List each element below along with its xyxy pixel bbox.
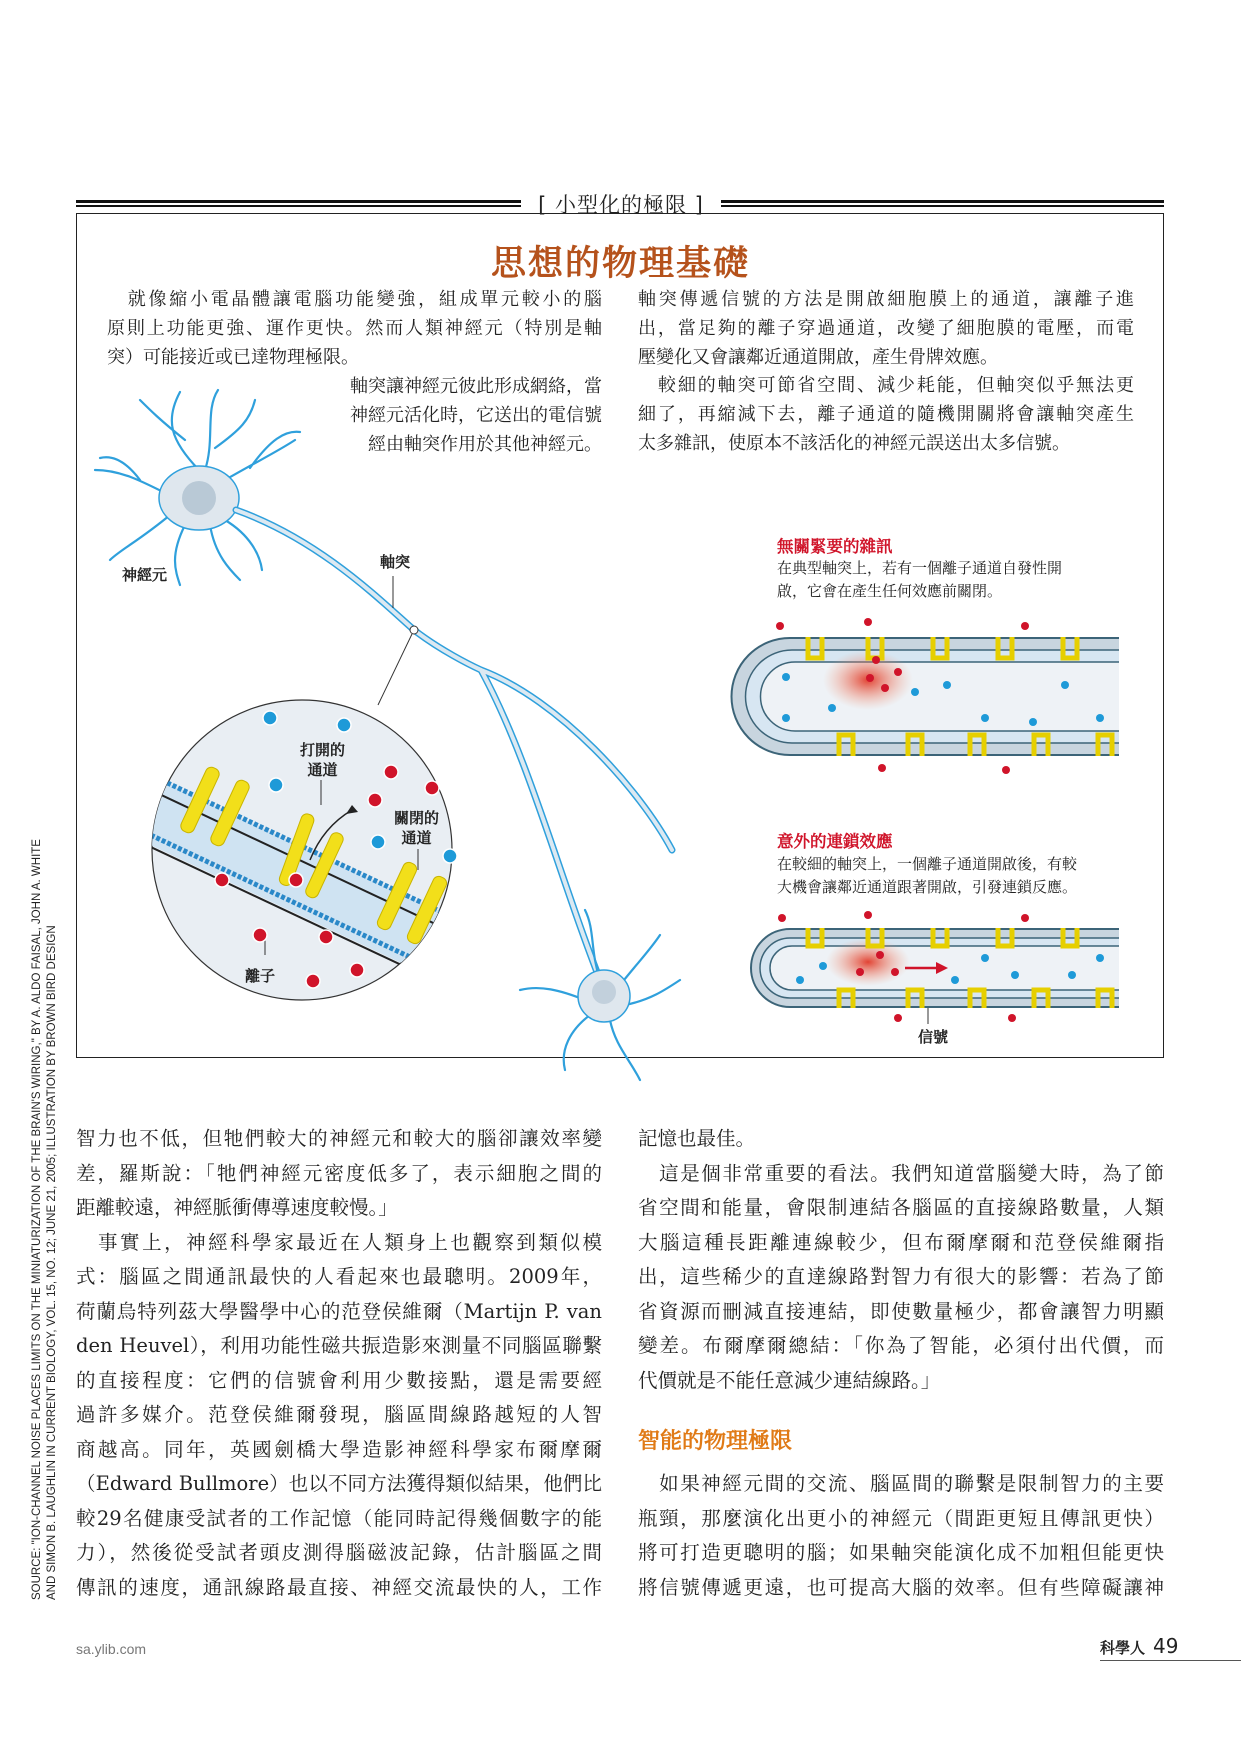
credit-line: SOURCE: "ION-CHANNEL NOISE PLACES LIMITS ON THE MINIATURIZATION OF THE BRAIN'S WIRING," BY A. ALDO FAISAL, JOHN A. WHITE [31,839,43,1600]
text-line: 在較細的軸突上，一個離子通道開啟後，有較 [777,855,1078,873]
text-line: 如果神經元間的交流、腦區間的聯繫是限制智力的主要 [638,1472,1164,1495]
text-line: 省資源而刪減直接連結，即使數量極少，都會讓智力明顯 [638,1299,1164,1323]
footer-folio [1100,1634,1178,1658]
text-line: （Edward Bullmore）也以不同方法獲得類似結果，他們比 [76,1472,602,1495]
text-line: 事實上，神經科學家最近在人類身上也觀察到類似模 [76,1230,602,1254]
text-line: 變差。布爾摩爾總結：「你為了智能，必須付出代價，而 [638,1334,1164,1357]
text-line: 原則上功能更強、運作更快。然而人類神經元（特別是軸 [107,317,602,339]
text-line: 差，羅斯說：「牠們神經元密度低多了，表示細胞之間的 [76,1161,602,1185]
text-line: 較細的軸突可節省空間、減少耗能，但軸突似乎無法更 [638,375,1134,397]
text-line: 出，這些稀少的直達線路對智力有很大的影響：若為了節 [638,1265,1164,1288]
text-line: 過許多媒介。范登侯維爾發現，腦區間線路越短的人智 [76,1403,602,1426]
text-line: 距離較遠，神經脈衝傳導速度較慢。」 [76,1196,398,1219]
text-line: 荷蘭烏特列茲大學醫學中心的范登侯維爾（Martijn P. van [76,1299,602,1323]
panel1-text [777,557,1137,603]
label-line: 關閉的 [394,809,440,827]
typical-axon-diagram [732,618,1120,774]
text-line: 經由軸突作用於其他神經元。 [368,433,602,455]
open-channel-label [300,740,345,780]
text-line: 式：腦區之間通訊最快的人看起來也最聰明。2009年， [76,1265,602,1288]
text-line: 較29名健康受試者的工作記憶（能同時記得幾個數字的能 [76,1506,602,1530]
text-line: 太多雜訊，使原本不該活化的神經元誤送出太多信號。 [638,432,1070,454]
credit-line: AND SIMON B. LAUGHLIN IN CURRENT BIOLOGY, VOL. 15, NO. 12; JUNE 21, 2005; ILLUSTRATION BY BROWN BIRD DESIGN [46,925,58,1600]
text-line: 省空間和能量，會限制連結各腦區的直接線路數量，人類 [638,1196,1164,1219]
text-line: 就像縮小電晶體讓電腦功能變強，組成單元較小的腦 [107,289,602,310]
text-line: 將信號傳遞更遠，也可提高大腦的效率。但有些障礙讓神 [638,1575,1164,1599]
text-line: 啟，它會在產生任何效應前關閉。 [777,582,1003,600]
panel1-heading: 無關緊要的雜訊 [777,537,893,556]
text-line: 突）可能接近或已達物理極限。 [107,346,359,368]
text-line: 代價就是不能任意減少連結線路。」 [638,1368,941,1392]
text-line: 力），然後從受試者頭皮測得腦磁波記錄，估計腦區之間 [76,1541,602,1564]
nucleus [182,481,216,515]
body-column-left [76,1122,602,1605]
kicker-text: 小型化的極限 [555,193,687,217]
section-heading: 智能的物理極限 [638,1429,793,1454]
panel2-text [777,853,1137,899]
text-line: 在典型軸突上，若有一個離子通道自發性開 [777,559,1063,577]
ion-label: 離子 [245,967,276,985]
label-line: 打開的 [300,741,346,759]
text-line: 傳訊的速度，通訊線路最直接、神經交流最快的人，工作 [76,1575,602,1599]
thin-axon-diagram [751,911,1119,1024]
signal-label: 信號 [918,1028,949,1046]
text-line: 大腦這種長距離連線較少，但布爾摩爾和范登侯維爾指 [638,1230,1164,1254]
text-line: 瓶頸，那麼演化出更小的神經元（間距更短且傳訊更快） [638,1506,1164,1530]
body-column-right [638,1122,1164,1398]
text-line: 大機會讓鄰近通道跟著開啟，引發連鎖反應。 [777,878,1078,896]
closed-channel-label [394,808,439,848]
footer-site: sa.ylib.com [76,1641,147,1657]
text-line: 神經元活化時，它送出的電信號 [350,404,602,426]
label-line: 通道 [401,829,432,847]
body-column-right-2 [638,1467,1164,1605]
footer-rule [1100,1660,1241,1661]
text-line: 壓變化又會讓鄰近通道開啟，產生骨牌效應。 [638,346,998,368]
source-credit [30,839,60,1600]
page-number: 49 [1153,1634,1179,1658]
text-line: 將可打造更聰明的腦；如果軸突能演化成不加粗但能更快 [638,1541,1164,1564]
panel2-heading: 意外的連鎖效應 [777,832,893,851]
text-line: 細了，再縮減下去，離子通道的隨機開關將會讓軸突產生 [638,404,1134,426]
text-line: 這是個非常重要的看法。我們知道當腦變大時，為了節 [638,1161,1164,1185]
text-line: 商越高。同年，英國劍橋大學造影神經科學家布爾摩爾 [76,1437,602,1461]
text-line: 軸突讓神經元彼此形成網絡，當 [350,376,602,397]
label-line: 通道 [307,761,338,779]
text-line: 出，當足夠的離子穿過通道，改變了細胞膜的電壓，而電 [638,317,1134,339]
infographic-title: 思想的物理基礎 [490,244,750,284]
magazine-name: 科學人 [1100,1639,1146,1657]
text-line: 智力也不低，但牠們較大的神經元和較大的腦卻讓效率變 [76,1127,602,1150]
text-line: den Heuvel），利用功能性磁共振造影來測量不同腦區聯繫 [76,1334,602,1357]
axon-label: 軸突 [380,553,411,571]
neuron-label: 神經元 [122,566,168,584]
text-line: 軸突傳遞信號的方法是開啟細胞膜上的通道，讓離子進 [638,289,1134,310]
sidebar-kicker: [ 小型化的極限 ] [521,189,721,219]
text-line: 的直接程度：它們的信號會利用少數接點，還是需要經 [76,1368,602,1392]
text-line: 記憶也最佳。 [638,1127,756,1150]
